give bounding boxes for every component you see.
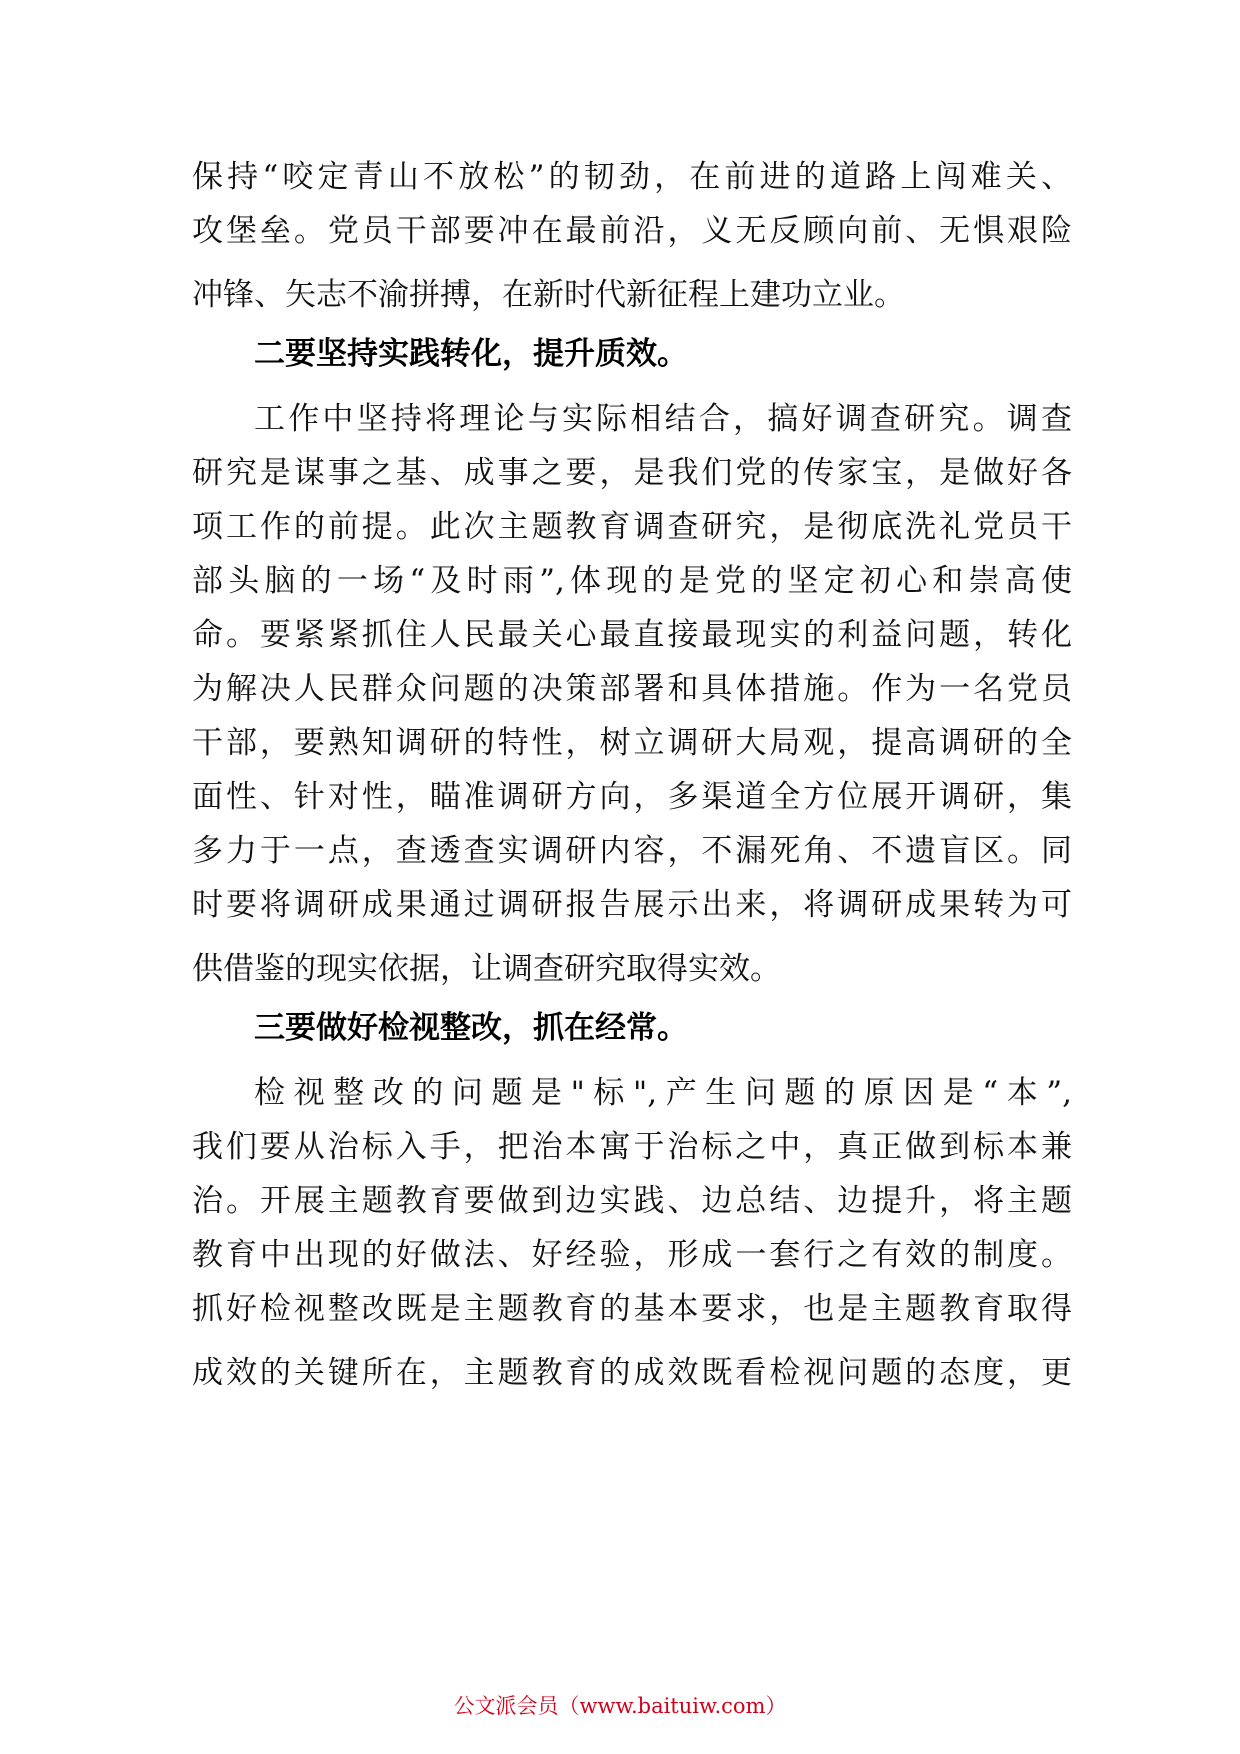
text-line: 项工作的前提。此次主题教育调查研究，是彻底洗礼党员干 xyxy=(192,509,1072,545)
text-line: 攻堡垒。党员干部要冲在最前沿，义无反顾向前、无惧艰险 xyxy=(192,213,1072,249)
text-line: 检视整改的问题是"标",产生问题的原因是“本”, xyxy=(254,1075,1072,1111)
text-line: 干部，要熟知调研的特性，树立调研大局观，提高调研的全 xyxy=(192,725,1072,761)
text-line: 保持“咬定青山不放松”的韧劲，在前进的道路上闯难关、 xyxy=(192,159,1072,195)
paragraph-section-two xyxy=(192,392,1072,996)
text-line: 工作中坚持将理论与实际相结合，搞好调查研究。调查 xyxy=(254,401,1072,437)
paragraph-section-three xyxy=(192,1066,1072,1400)
text-line: 研究是谋事之基、成事之要，是我们党的传家宝，是做好各 xyxy=(192,455,1072,491)
text-line: 部头脑的一场“及时雨”,体现的是党的坚定初心和崇高使 xyxy=(192,563,1072,599)
text-line: 冲锋、矢志不渝拼搏，在新时代新征程上建功立业。 xyxy=(192,277,905,313)
section-heading-two: 二要坚持实践转化，提升质效。 xyxy=(254,336,688,372)
text-line: 命。要紧紧抓住人民最关心最直接最现实的利益问题，转化 xyxy=(192,617,1072,653)
text-line: 时要将调研成果通过调研报告展示出来，将调研成果转为可 xyxy=(192,887,1072,923)
text-line: 成效的关键所在，主题教育的成效既看检视问题的态度，更 xyxy=(192,1355,1072,1391)
footer-watermark-text: 公文派会员（www.baituiw.com） xyxy=(453,1694,787,1718)
text-line: 抓好检视整改既是主题教育的基本要求，也是主题教育取得 xyxy=(192,1291,1072,1327)
text-line: 供借鉴的现实依据，让调查研究取得实效。 xyxy=(192,951,781,987)
text-line: 面性、针对性，瞄准调研方向，多渠道全方位展开调研，集 xyxy=(192,779,1072,815)
paragraph-intro xyxy=(192,150,1072,322)
document-body xyxy=(192,150,1072,1400)
text-line: 教育中出现的好做法、好经验，形成一套行之有效的制度。 xyxy=(192,1237,1072,1273)
text-line: 治。开展主题教育要做到边实践、边总结、边提升，将主题 xyxy=(192,1183,1072,1219)
text-line: 我们要从治标入手，把治本寓于治标之中，真正做到标本兼 xyxy=(192,1129,1072,1165)
text-line: 为解决人民群众问题的决策部署和具体措施。作为一名党员 xyxy=(192,671,1072,707)
text-line: 多力于一点，查透查实调研内容，不漏死角、不遗盲区。同 xyxy=(192,833,1072,869)
section-heading-three: 三要做好检视整改，抓在经常。 xyxy=(254,1010,688,1046)
